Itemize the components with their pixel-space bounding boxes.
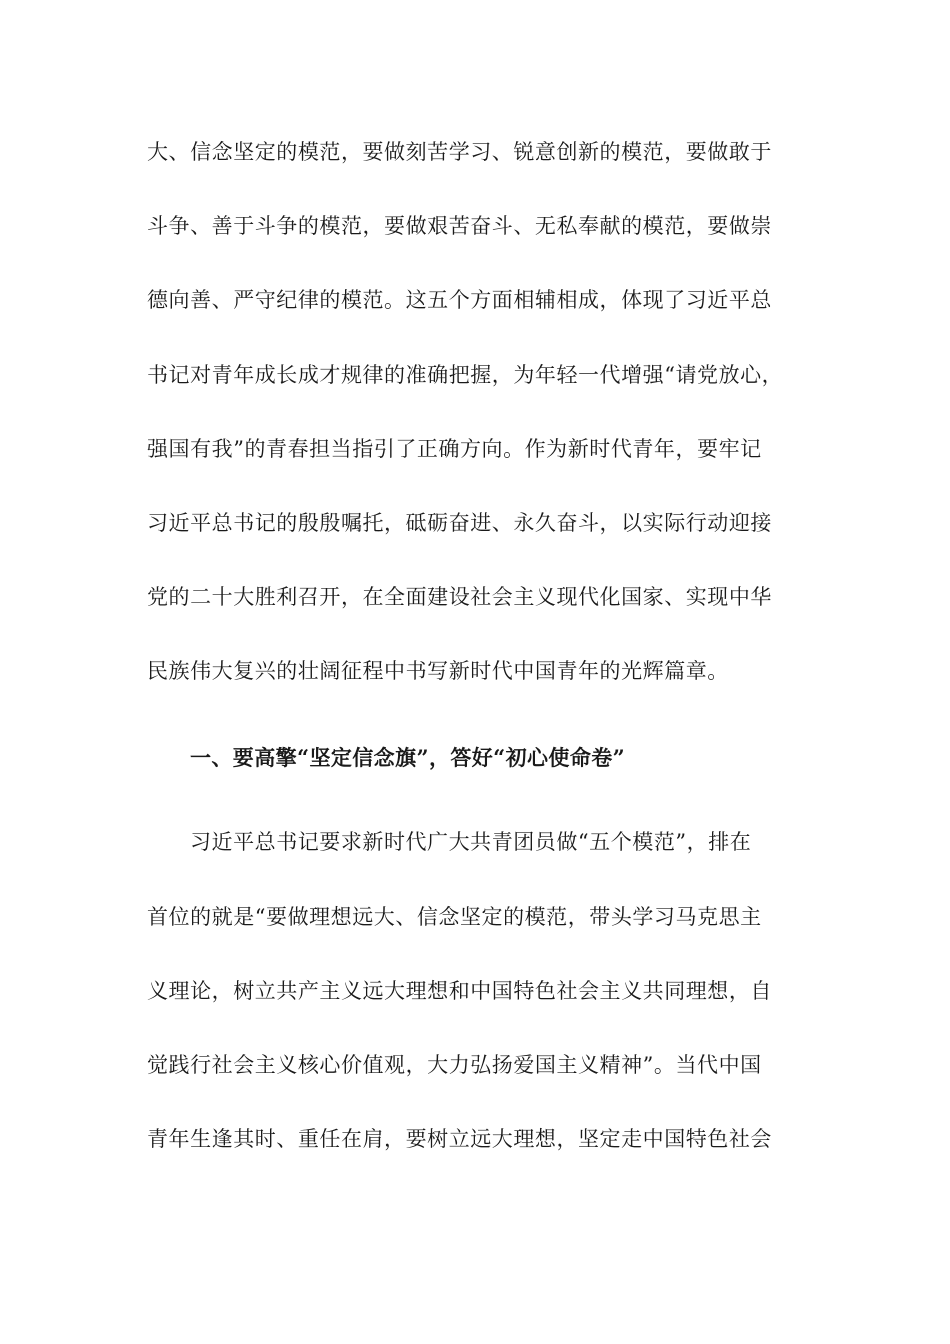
- paragraph-1-line-5: 强国有我”的青春担当指引了正确方向。作为新时代青年，要牢记: [147, 437, 762, 461]
- paragraph-2-line-3: 义理论，树立共产主义远大理想和中国特色社会主义共同理想，自: [147, 979, 772, 1003]
- paragraph-2-line-1: 习近平总书记要求新时代广大共青团员做“五个模范”，排在: [190, 830, 752, 854]
- paragraph-1-line-4: 书记对青年成长成才规律的准确把握，为年轻一代增强“请党放心，: [147, 363, 784, 387]
- paragraph-2-line-5: 青年生逢其时、重任在肩，要树立远大理想，坚定走中国特色社会: [147, 1127, 772, 1151]
- paragraph-2-line-4: 觉践行社会主义核心价值观，大力弘扬爱国主义精神”。当代中国: [147, 1053, 762, 1077]
- paragraph-2-line-2: 首位的就是“要做理想远大、信念坚定的模范，带头学习马克思主: [147, 905, 762, 929]
- paragraph-1-line-8: 民族伟大复兴的壮阔征程中书写新时代中国青年的光辉篇章。: [147, 659, 729, 683]
- paragraph-1-line-7: 党的二十大胜利召开，在全面建设社会主义现代化国家、实现中华: [147, 585, 772, 609]
- section-heading-1: 一、要高擎“坚定信念旗”，答好“初心使命卷”: [190, 745, 626, 770]
- paragraph-1-line-3: 德向善、严守纪律的模范。这五个方面相辅相成，体现了习近平总: [147, 288, 772, 312]
- paragraph-1-line-1: 大、信念坚定的模范，要做刻苦学习、锐意创新的模范，要做敢于: [147, 140, 772, 164]
- paragraph-1-line-2: 斗争、善于斗争的模范，要做艰苦奋斗、无私奉献的模范，要做崇: [147, 214, 772, 238]
- paragraph-1-line-6: 习近平总书记的殷殷嘱托，砥砺奋进、永久奋斗，以实际行动迎接: [147, 511, 772, 535]
